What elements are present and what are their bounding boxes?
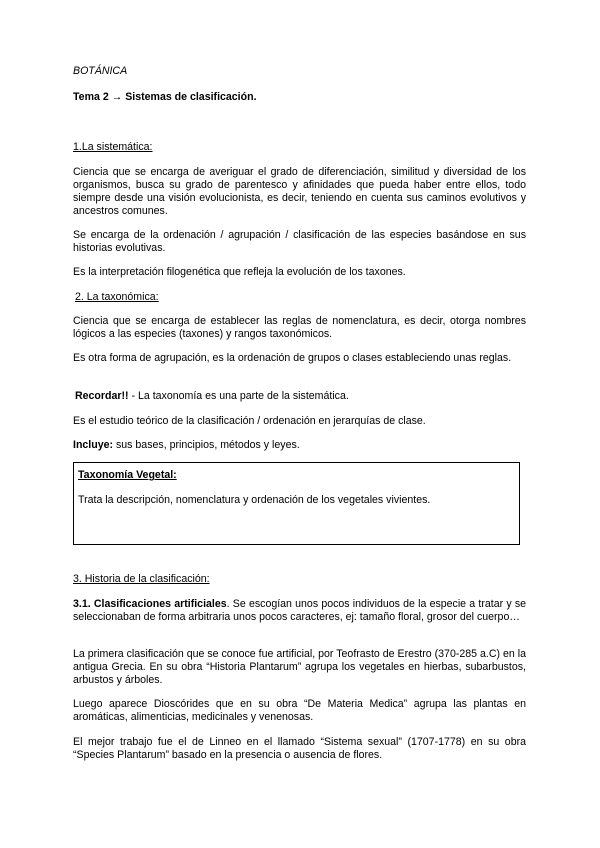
section-1-paragraph-2: Se encarga de la ordenación / agrupación / clasificación de las especies basándose en sus historias evolutivas. (73, 229, 526, 254)
section-1-paragraph-3: Es la interpretación filogenética que refleja la evolución de los taxones. (73, 266, 406, 278)
taxonomy-box-text: Trata la descripción, nomenclatura y ordenación de los vegetales vivientes. (78, 494, 431, 506)
taxonomy-box-title: Taxonomía Vegetal: (78, 469, 177, 481)
remember-text: - La taxonomía es una parte de la sistemática. (128, 390, 349, 402)
section-3-paragraph-3: El mejor trabajo fue el de Linneo en el llamado “Sistema sexual” (1707-1778) en su obra “Species Plantarum” basado en la presencia o ausencia de flores. (73, 736, 526, 761)
topic-title: Tema 2 → Sistemas de clasificación. (73, 91, 257, 103)
section-3-1-label: 3.1. Clasificaciones artificiales (73, 598, 227, 610)
section-3-paragraph-2: Luego aparece Dioscórides que en su obra “De Materia Medica” agrupa las plantas en aromáticas, alimenticias, medicinales y venenosas. (73, 698, 526, 723)
section-2-heading (75, 291, 528, 304)
section-2-heading-text: 2. La taxonómica: (75, 291, 159, 303)
section-3-paragraph-1: La primera clasificación que se conoce fue artificial, por Teofrasto de Erestro (370-285 a.C) en la antigua Grecia. En su obra “Historia Plantarum” agrupa los vegetales en hierbas, subarbustos, arbustos y árboles. (73, 648, 526, 686)
includes-text: sus bases, principios, métodos y leyes. (113, 439, 300, 451)
includes-note (73, 439, 526, 452)
includes-label: Incluye: (73, 439, 114, 451)
section-2-paragraph-3: Es el estudio teórico de la clasificación / ordenación en jerarquías de clase. (73, 415, 426, 427)
section-2-paragraph-2: Es otra forma de agrupación, es la ordenación de grupos o clases estableciendo unas reglas. (73, 352, 512, 364)
remember-label: Recordar!! (75, 390, 129, 402)
section-2-paragraph-1: Ciencia que se encarga de establecer las reglas de nomenclatura, es decir, otorga nombres lógicos a las especies (taxones) y rangos taxonómicos. (73, 315, 526, 340)
taxonomy-box (73, 462, 520, 545)
section-1-paragraph-1: Ciencia que se encarga de averiguar el grado de diferenciación, similitud y diversidad de los organismos, busca su grado de parentesco y afinidades que pueda haber entre ellos, todo siempre desde una visión evolucionista, es decir, teniendo en cuenta sus caminos evolutivos y ancestros comunes. (73, 166, 526, 217)
section-3-1-paragraph (73, 598, 526, 624)
section-3-1-text: . Se escogían unos pocos individuos de la especie a tratar y se seleccionaban de forma arbitraria unos pocos caracteres, ej: tamaño floral, grosor del cuerpo… (73, 598, 527, 623)
section-3-heading: 3. Historia de la clasificación: (73, 573, 210, 585)
subject-label: BOTÁNICA (73, 65, 128, 77)
remember-note (75, 390, 528, 403)
section-1-heading: 1.La sistemática: (73, 141, 153, 153)
